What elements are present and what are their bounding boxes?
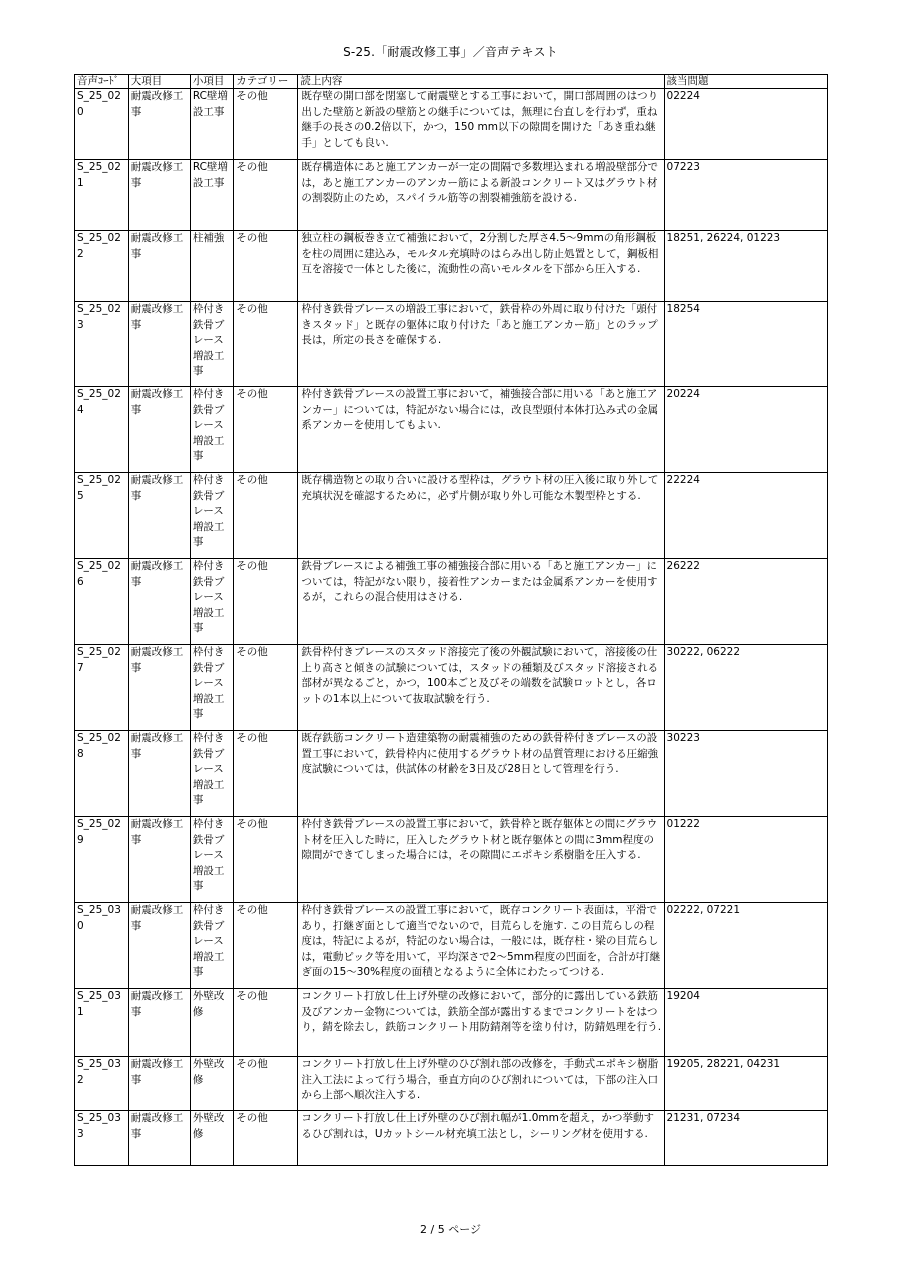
table-row xyxy=(75,817,828,903)
cell-category: その他 xyxy=(234,903,298,989)
cell-ref: 30222, 06222 xyxy=(664,645,827,731)
cell-category: その他 xyxy=(234,473,298,559)
cell-minor: 枠付き鉄骨ブレース増設工事 xyxy=(190,645,233,731)
cell-text: 既存構造物との取り合いに設ける型枠は，グラウト材の圧入後に取り外して充填状況を確認するために，必ず片側が取り外し可能な木製型枠とする. xyxy=(298,473,664,559)
cell-code: S_25_021 xyxy=(75,160,129,231)
cell-major: 耐震改修工事 xyxy=(128,903,190,989)
table-row xyxy=(75,731,828,817)
cell-text: 鉄骨ブレースによる補強工事の補強接合部に用いる「あと施工アンカー」については，特記がない限り，接着性アンカーまたは金属系アンカーを使用するが，これらの混合使用はさける. xyxy=(298,559,664,645)
table-body xyxy=(75,89,828,1166)
table-row xyxy=(75,1057,828,1111)
cell-major: 耐震改修工事 xyxy=(128,1057,190,1111)
table-row xyxy=(75,1111,828,1166)
cell-minor: 枠付き鉄骨ブレース増設工事 xyxy=(190,731,233,817)
cell-minor: 枠付き鉄骨ブレース増設工事 xyxy=(190,559,233,645)
cell-text: 既存構造体にあと施工アンカーが一定の間隔で多数埋込まれる増設壁部分では，あと施工アンカーのアンカー筋による新設コンクリート又はグラウト材の割裂防止のため，スパイラル筋等の割裂補強筋を設ける. xyxy=(298,160,664,231)
cell-text: 枠付き鉄骨ブレースの増設工事において，鉄骨枠の外周に取り付けた「頭付きスタッド」と既存の躯体に取り付けた「あと施工アンカー筋」とのラップ長は，所定の長さを確保する. xyxy=(298,302,664,387)
cell-minor: 柱補強 xyxy=(190,231,233,302)
table-row xyxy=(75,903,828,989)
cell-category: その他 xyxy=(234,645,298,731)
cell-code: S_25_030 xyxy=(75,903,129,989)
cell-ref: 21231, 07234 xyxy=(664,1111,827,1166)
cell-code: S_25_033 xyxy=(75,1111,129,1166)
cell-category: その他 xyxy=(234,989,298,1057)
cell-ref: 18251, 26224, 01223 xyxy=(664,231,827,302)
cell-code: S_25_028 xyxy=(75,731,129,817)
cell-text: 枠付き鉄骨ブレースの設置工事において，補強接合部に用いる「あと施工アンカー」については，特記がない場合には，改良型頭付本体打込み式の金属系アンカーを使用してもよい. xyxy=(298,387,664,473)
table-row xyxy=(75,160,828,231)
cell-major: 耐震改修工事 xyxy=(128,231,190,302)
cell-category: その他 xyxy=(234,231,298,302)
cell-minor: 枠付き鉄骨ブレース増設工事 xyxy=(190,387,233,473)
table-row xyxy=(75,989,828,1057)
cell-major: 耐震改修工事 xyxy=(128,160,190,231)
cell-major: 耐震改修工事 xyxy=(128,645,190,731)
cell-text: 枠付き鉄骨ブレースの設置工事において，鉄骨枠と既存躯体との間にグラウト材を圧入した時に，圧入したグラウト材と既存躯体との間に3mm程度の隙間ができてしまった場合には，その隙間にエポキシ系樹脂を圧入する. xyxy=(298,817,664,903)
cell-code: S_25_029 xyxy=(75,817,129,903)
cell-code: S_25_026 xyxy=(75,559,129,645)
cell-text: 鉄骨枠付きブレースのスタッド溶接完了後の外観試験において，溶接後の仕上り高さと傾きの試験については，スタッドの種類及びスタッド溶接される部材が異なるごと，かつ，100本ごと及びその端数を試験ロットとし，各ロットの1本以上について抜取試験を行う. xyxy=(298,645,664,731)
cell-minor: 枠付き鉄骨ブレース増設工事 xyxy=(190,473,233,559)
cell-category: その他 xyxy=(234,387,298,473)
cell-code: S_25_025 xyxy=(75,473,129,559)
cell-code: S_25_032 xyxy=(75,1057,129,1111)
cell-minor: 枠付き鉄骨ブレース増設工事 xyxy=(190,817,233,903)
cell-category: その他 xyxy=(234,1111,298,1166)
cell-code: S_25_020 xyxy=(75,89,129,160)
cell-category: その他 xyxy=(234,817,298,903)
cell-code: S_25_027 xyxy=(75,645,129,731)
cell-code: S_25_031 xyxy=(75,989,129,1057)
cell-category: その他 xyxy=(234,731,298,817)
page-title: S-25.「耐震改修工事」／音声テキスト xyxy=(343,45,558,59)
table-row xyxy=(75,473,828,559)
cell-ref: 22224 xyxy=(664,473,827,559)
table-row xyxy=(75,559,828,645)
cell-text: コンクリート打放し仕上げ外壁の改修において，部分的に露出している鉄筋及びアンカー金物については，鉄筋全部が露出するまでコンクリートをはつり，錆を除去し，鉄筋コンクリート用防錆剤等を塗り付け，防錆処理を行う. xyxy=(298,989,664,1057)
cell-ref: 26222 xyxy=(664,559,827,645)
cell-text: 枠付き鉄骨ブレースの設置工事において，既存コンクリート表面は，平滑であり，打継ぎ面として適当でないので，目荒らしを施す. この目荒らしの程度は，特記によるが，特記のない場合は，一般には，既存柱・梁の目荒らしは，電動ピック等を用いて，平均深さで2～5mm程度の凹面を，合計が打継ぎ面の15～30%程度の面積となるように全体にわたってつける. xyxy=(298,903,664,989)
header-text: 読上内容 xyxy=(298,75,664,89)
cell-category: その他 xyxy=(234,1057,298,1111)
cell-minor: 外壁改修 xyxy=(190,1057,233,1111)
cell-text: 既存鉄筋コンクリート造建築物の耐震補強のための鉄骨枠付きブレースの設置工事において，鉄骨枠内に使用するグラウト材の品質管理における圧縮強度試験については，供試体の材齢を3日及び28日として管理を行う. xyxy=(298,731,664,817)
cell-minor: RC壁増設工事 xyxy=(190,160,233,231)
cell-ref: 07223 xyxy=(664,160,827,231)
cell-category: その他 xyxy=(234,160,298,231)
cell-major: 耐震改修工事 xyxy=(128,89,190,160)
cell-text: コンクリート打放し仕上げ外壁のひび割れ幅が1.0mmを超え，かつ挙動するひび割れは，Uカットシール材充填工法とし，シーリング材を使用する. xyxy=(298,1111,664,1166)
header-ref: 該当問題 xyxy=(664,75,827,89)
cell-minor: RC壁増設工事 xyxy=(190,89,233,160)
cell-text: 既存壁の開口部を閉塞して耐震壁とする工事において，開口部周囲のはつり出した壁筋と新設の壁筋との継手については，無理に台直しを行わず，重ね継手の長さの0.2倍以下，かつ，150 mm以下の隙間を開けた「あき重ね継手」としても良い. xyxy=(298,89,664,160)
cell-ref: 02224 xyxy=(664,89,827,160)
cell-minor: 枠付き鉄骨ブレース増設工事 xyxy=(190,903,233,989)
cell-major: 耐震改修工事 xyxy=(128,731,190,817)
table-row xyxy=(75,387,828,473)
header-code: 音声ｺｰﾄﾞ xyxy=(75,75,129,89)
cell-major: 耐震改修工事 xyxy=(128,989,190,1057)
cell-minor: 外壁改修 xyxy=(190,1111,233,1166)
page-number: 2 / 5 ページ xyxy=(420,1223,481,1236)
cell-ref: 19205, 28221, 04231 xyxy=(664,1057,827,1111)
cell-category: その他 xyxy=(234,89,298,160)
cell-minor: 枠付き鉄骨ブレース増設工事 xyxy=(190,302,233,387)
table-row xyxy=(75,231,828,302)
cell-major: 耐震改修工事 xyxy=(128,387,190,473)
cell-code: S_25_023 xyxy=(75,302,129,387)
cell-code: S_25_024 xyxy=(75,387,129,473)
cell-ref: 01222 xyxy=(664,817,827,903)
cell-major: 耐震改修工事 xyxy=(128,473,190,559)
header-minor: 小項目 xyxy=(190,75,233,89)
cell-text: コンクリート打放し仕上げ外壁のひび割れ部の改修を，手動式エポキシ樹脂注入工法によって行う場合，垂直方向のひび割れについては，下部の注入口から上部へ順次注入する. xyxy=(298,1057,664,1111)
header-category: カテゴリー xyxy=(234,75,298,89)
cell-major: 耐震改修工事 xyxy=(128,302,190,387)
table-row xyxy=(75,645,828,731)
cell-major: 耐震改修工事 xyxy=(128,817,190,903)
table-row xyxy=(75,302,828,387)
cell-ref: 30223 xyxy=(664,731,827,817)
table-row xyxy=(75,89,828,160)
cell-text: 独立柱の鋼板巻き立て補強において，2分割した厚さ4.5～9mmの角形鋼板を柱の周囲に建込み，モルタル充填時のはらみ出し防止処置として，鋼板相互を溶接で一体とした後に，流動性の高いモルタルを下部から圧入する. xyxy=(298,231,664,302)
cell-ref: 19204 xyxy=(664,989,827,1057)
cell-minor: 外壁改修 xyxy=(190,989,233,1057)
audio-text-table xyxy=(74,74,828,1166)
header-major: 大項目 xyxy=(128,75,190,89)
table-header xyxy=(75,75,828,89)
cell-ref: 20224 xyxy=(664,387,827,473)
cell-major: 耐震改修工事 xyxy=(128,559,190,645)
cell-major: 耐震改修工事 xyxy=(128,1111,190,1166)
cell-category: その他 xyxy=(234,302,298,387)
cell-ref: 02222, 07221 xyxy=(664,903,827,989)
cell-code: S_25_022 xyxy=(75,231,129,302)
cell-ref: 18254 xyxy=(664,302,827,387)
cell-category: その他 xyxy=(234,559,298,645)
